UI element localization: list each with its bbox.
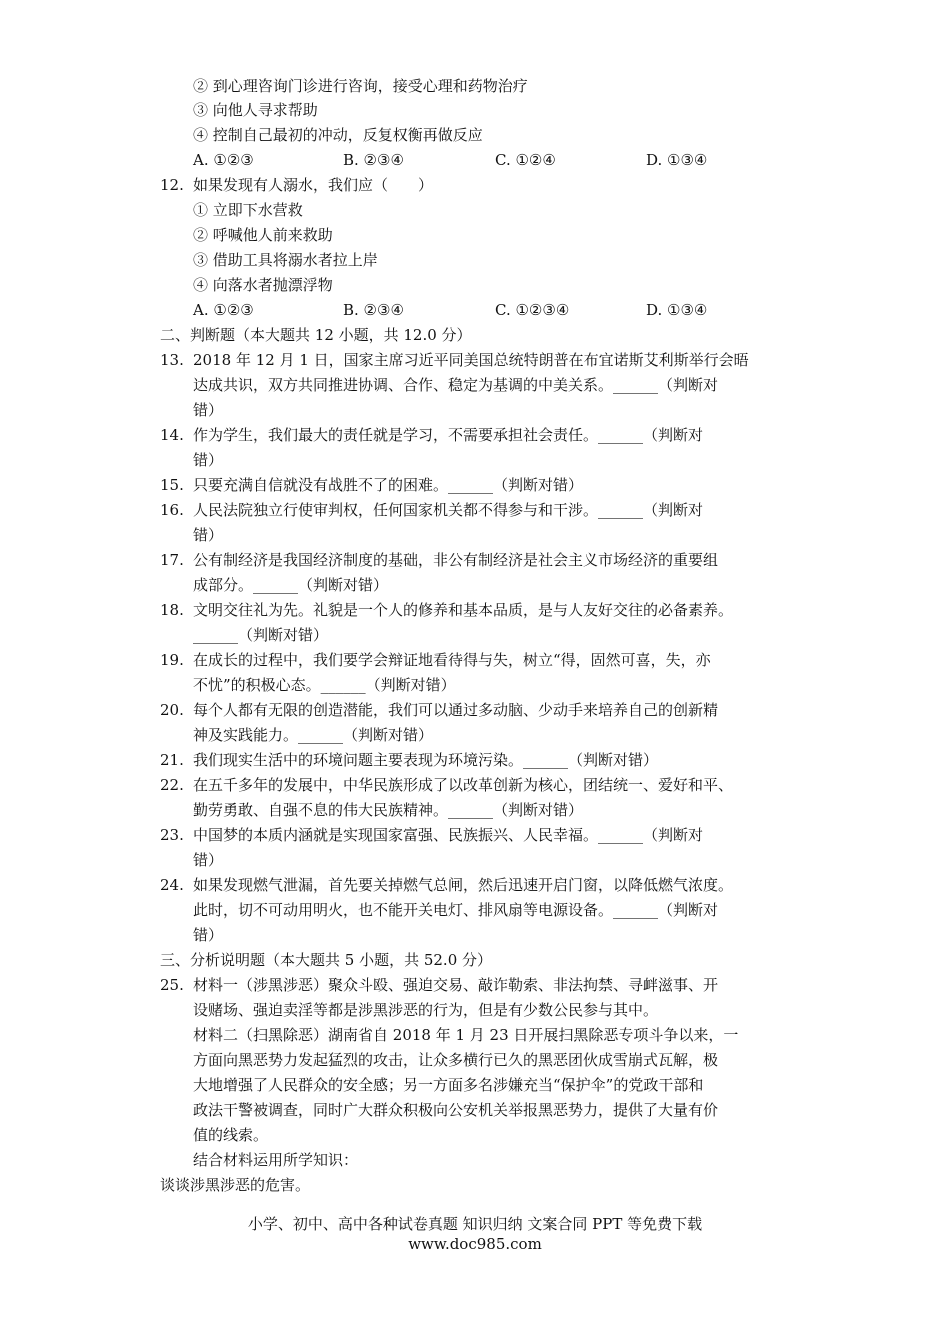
footer-text: 小学、初中、高中各种试卷真题 知识归纳 文案合同 PPT 等免费下载 [247,1215,703,1233]
q20-number: 20. [160,701,184,719]
q16-line-1: 人民法院独立行使审判权，任何国家机关都不得参与和干涉。______（判断对 [193,501,704,519]
q25-line-8: 结合材料运用所学知识： [193,1151,359,1169]
q24-line-1: 如果发现燃气泄漏，首先要关掉燃气总闸，然后迅速开启门窗，以降低燃气浓度。 [193,876,734,894]
q24-number: 24. [160,876,184,894]
q12-choice-2: ② 呼喊他人前来救助 [193,226,333,244]
q23-line-2: 错） [193,851,224,869]
q11-option-b: B. ②③④ [343,151,404,169]
q21-line-1: 我们现实生活中的环境问题主要表现为环境污染。______（判断对错） [193,751,659,769]
q11-option-c: C. ①②④ [495,151,556,169]
q14-line-2: 错） [193,451,224,469]
q19-line-1: 在成长的过程中，我们要学会辩证地看待得与失，树立“得，固然可喜，失，亦 [193,651,711,669]
q11-option-d: D. ①③④ [646,151,708,169]
q20-line-2: 神及实践能力。______（判断对错） [193,726,434,744]
q13-line-3: 错） [193,401,224,419]
q20-line-1: 每个人都有无限的创造潜能，我们可以通过多动脑、少动手来培养自己的创新精 [193,701,719,719]
q12-choice-3: ③ 借助工具将溺水者拉上岸 [193,251,378,269]
q16-line-2: 错） [193,526,224,544]
q12-choice-1: ① 立即下水营救 [193,201,303,219]
q14-number: 14. [160,426,184,444]
q13-number: 13. [160,351,184,369]
q25-line-4: 方面向黑恶势力发起猛烈的攻击，让众多横行已久的黑恶团伙成雪崩式瓦解，极 [193,1051,719,1069]
q11-choice-4: ④ 控制自己最初的冲动，反复权衡再做反应 [193,126,483,144]
q11-choice-2: ② 到心理咨询门诊进行咨询，接受心理和药物治疗 [193,77,528,95]
q25-line-6: 政法干警被调查，同时广大群众积极向公安机关举报黑恶势力，提供了大量有价 [193,1101,719,1119]
q18-line-2: ______（判断对错） [193,626,329,644]
q17-line-1: 公有制经济是我国经济制度的基础，非公有制经济是社会主义市场经济的重要组 [193,551,719,569]
section-3-heading: 三、分析说明题（本大题共 5 小题，共 52.0 分） [160,951,493,969]
q12-option-b: B. ②③④ [343,301,404,319]
q17-number: 17. [160,551,184,569]
q11-choice-3: ③ 向他人寻求帮助 [193,101,318,119]
section-2-heading: 二、判断题（本大题共 12 小题，共 12.0 分） [160,326,472,344]
q12-option-d: D. ①③④ [646,301,708,319]
q22-line-2: 勤劳勇敢、自强不息的伟大民族精神。______（判断对错） [193,801,584,819]
q25-line-3: 材料二（扫黑除恶）湖南省自 2018 年 1 月 23 日开展扫黑除恶专项斗争以来，一 [193,1026,739,1044]
q25-line-7: 值的线索。 [193,1126,269,1144]
q25-line-2: 设赌场、强迫卖淫等都是涉黑涉恶的行为，但是有少数公民参与其中。 [193,1001,659,1019]
q12-option-c: C. ①②③④ [495,301,570,319]
q15-number: 15. [160,476,184,494]
q12-choice-4: ④ 向落水者抛漂浮物 [193,276,333,294]
q12-option-a: A. ①②③ [193,301,254,319]
q22-number: 22. [160,776,184,794]
q18-line-1: 文明交往礼为先。礼貌是一个人的修养和基本品质，是与人友好交往的必备素养。 [193,601,734,619]
q14-line-1: 作为学生，我们最大的责任就是学习，不需要承担社会责任。______（判断对 [193,426,704,444]
q13-line-1: 2018 年 12 月 1 日，国家主席习近平同美国总统特朗普在布宜诺斯艾利斯举行会晤 [193,351,749,369]
q21-number: 21. [160,751,184,769]
q25-line-5: 大地增强了人民群众的安全感；另一方面多名涉嫌充当“保护伞”的党政干部和 [193,1076,704,1094]
q15-line-1: 只要充满自信就没有战胜不了的困难。______（判断对错） [193,476,584,494]
q16-number: 16. [160,501,184,519]
q25-number: 25. [160,976,184,994]
q24-line-2: 此时，切不可动用明火，也不能开关电灯、排风扇等电源设备。______（判断对 [193,901,719,919]
q17-line-2: 成部分。______（判断对错） [193,576,389,594]
q22-line-1: 在五千多年的发展中，中华民族形成了以改革创新为核心，团结统一、爱好和平、 [193,776,734,794]
q19-number: 19. [160,651,184,669]
q23-number: 23. [160,826,184,844]
q23-line-1: 中国梦的本质内涵就是实现国家富强、民族振兴、人民幸福。______（判断对 [193,826,704,844]
q13-line-2: 达成共识，双方共同推进协调、合作、稳定为基调的中美关系。______（判断对 [193,376,719,394]
q12-stem: 如果发现有人溺水，我们应（ ） [193,176,434,194]
q24-line-3: 错） [193,926,224,944]
q12-number: 12. [160,176,184,194]
q19-line-2: 不忧”的积极心态。______（判断对错） [193,676,456,694]
q18-number: 18. [160,601,184,619]
q25-prompt: 谈谈涉黑涉恶的危害。 [160,1176,311,1194]
q11-option-a: A. ①②③ [193,151,254,169]
q25-line-1: 材料一（涉黑涉恶）聚众斗殴、强迫交易、敲诈勒索、非法拘禁、寻衅滋事、开 [193,976,719,994]
footer-url: www.doc985.com [408,1235,542,1253]
